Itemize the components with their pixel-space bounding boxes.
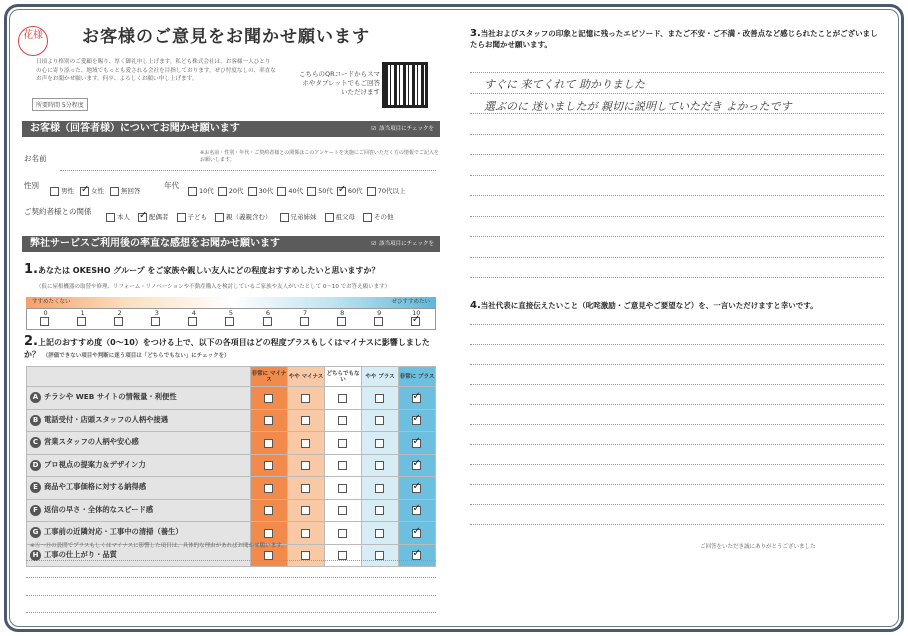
checkbox[interactable] bbox=[215, 213, 224, 222]
checkbox[interactable] bbox=[264, 484, 273, 493]
rating-cell[interactable] bbox=[288, 387, 325, 410]
checkbox[interactable] bbox=[300, 317, 309, 326]
row-label bbox=[27, 387, 251, 410]
q3-answer-line1[interactable]: すぐに 来てくれて 助かりました bbox=[484, 78, 645, 91]
rating-cell[interactable] bbox=[325, 409, 362, 432]
answer-line bbox=[470, 324, 884, 325]
answer-line bbox=[470, 344, 884, 345]
scale-point[interactable] bbox=[258, 309, 278, 329]
checkbox[interactable] bbox=[412, 551, 421, 560]
age-option[interactable] bbox=[367, 187, 406, 195]
checkbox[interactable] bbox=[301, 484, 310, 493]
checkbox[interactable] bbox=[412, 394, 421, 403]
column-header: やや プラス bbox=[362, 367, 399, 387]
answer-line bbox=[470, 134, 884, 135]
age-option-label: 20代 bbox=[228, 187, 244, 195]
rating-cell[interactable] bbox=[362, 499, 399, 522]
rating-cell[interactable] bbox=[399, 522, 436, 545]
rating-cell[interactable] bbox=[288, 432, 325, 455]
table-row bbox=[27, 477, 436, 500]
q2-number: 2. bbox=[24, 334, 38, 349]
checkbox[interactable] bbox=[151, 317, 160, 326]
name-line bbox=[60, 170, 436, 171]
checkbox[interactable] bbox=[301, 529, 310, 538]
rating-cell[interactable] bbox=[251, 409, 288, 432]
relation-option-label: 親（義親含む） bbox=[226, 213, 272, 221]
relation-option-label: 兄弟姉妹 bbox=[290, 213, 317, 221]
answer-line bbox=[470, 364, 884, 365]
checkbox[interactable] bbox=[301, 551, 310, 560]
footnote: ※Ⓐ〜Ⓗの設問でプラスもしくはマイナスに影響した項目は、具体的な理由があればお聞かせ願います。 bbox=[30, 543, 287, 549]
reason-line bbox=[26, 560, 436, 561]
q1-number: 1. bbox=[24, 262, 38, 277]
column-header: 非常に プラス bbox=[399, 367, 436, 387]
checkbox[interactable] bbox=[106, 213, 115, 222]
age-option[interactable] bbox=[188, 187, 214, 195]
checkbox[interactable] bbox=[264, 439, 273, 448]
checkbox[interactable] bbox=[338, 416, 347, 425]
checkbox[interactable] bbox=[367, 187, 376, 196]
gender-option-label: 男性 bbox=[61, 187, 74, 195]
checkbox[interactable] bbox=[248, 187, 257, 196]
answer-line bbox=[470, 257, 884, 258]
row-key-icon: E bbox=[30, 482, 41, 493]
checkbox[interactable] bbox=[375, 484, 384, 493]
row-label-text: 営業スタッフの人柄や安心感 bbox=[44, 437, 139, 447]
row-label bbox=[27, 477, 251, 500]
checkbox[interactable] bbox=[177, 213, 186, 222]
gender-options bbox=[50, 178, 147, 197]
checkbox[interactable] bbox=[338, 506, 347, 515]
row-key-icon: H bbox=[30, 550, 41, 561]
checkbox[interactable] bbox=[375, 551, 384, 560]
row-label-text: 電話受付・店頭スタッフの人柄や接遇 bbox=[44, 414, 169, 424]
scale-high-label: ぜひすすめたい bbox=[391, 299, 430, 305]
scale-number: 5 bbox=[228, 309, 233, 317]
age-option[interactable] bbox=[277, 187, 303, 195]
q4-number: 4. bbox=[470, 300, 481, 311]
checkbox[interactable] bbox=[338, 529, 347, 538]
checkbox[interactable] bbox=[338, 461, 347, 470]
checkbox[interactable] bbox=[338, 484, 347, 493]
row-label-text: 商品や工事価格に対する納得感 bbox=[44, 482, 147, 492]
checkbox[interactable] bbox=[280, 213, 289, 222]
answer-line bbox=[470, 154, 884, 155]
table-row bbox=[27, 522, 436, 545]
answer-line bbox=[470, 216, 884, 217]
section2-check-note: ☑ 該当項目にチェックを bbox=[371, 236, 434, 252]
answer-line bbox=[470, 424, 884, 425]
row-key-icon: D bbox=[30, 460, 41, 471]
row-label bbox=[27, 499, 251, 522]
checkbox[interactable] bbox=[301, 506, 310, 515]
scale-number: 6 bbox=[265, 309, 271, 317]
age-option[interactable] bbox=[307, 187, 333, 195]
q4-label: 当社代表に直接伝えたいこと（叱咤激励・ご意見やご要望など）を、一言いただけますと幸いです。 bbox=[480, 301, 818, 310]
recommend-scale bbox=[26, 308, 436, 330]
section2-header bbox=[22, 236, 440, 252]
relation-option[interactable] bbox=[280, 213, 317, 221]
checkbox[interactable] bbox=[375, 506, 384, 515]
answer-line bbox=[470, 504, 884, 505]
q3-label: 当社およびスタッフの印象と記憶に残ったエピソード、またご不安・ご不満・改善点など感じられたことがございましたらお聞かせ願います。 bbox=[470, 29, 878, 49]
scale-point[interactable] bbox=[36, 309, 56, 329]
relation-option-label: その他 bbox=[374, 213, 394, 221]
row-label bbox=[27, 522, 251, 545]
checkbox[interactable] bbox=[264, 394, 273, 403]
rating-cell[interactable] bbox=[399, 409, 436, 432]
relation-option[interactable] bbox=[363, 213, 394, 221]
answer-line bbox=[470, 524, 884, 525]
scale-point[interactable] bbox=[295, 309, 315, 329]
rating-cell[interactable] bbox=[325, 499, 362, 522]
gender-option-label: 無回答 bbox=[121, 187, 141, 195]
rating-cell[interactable] bbox=[399, 454, 436, 477]
relation-option-label: 祖父母 bbox=[335, 213, 355, 221]
answer-line bbox=[470, 113, 884, 114]
relation-option[interactable] bbox=[138, 213, 169, 221]
checkbox[interactable] bbox=[188, 317, 197, 326]
scale-number: 4 bbox=[191, 309, 196, 317]
age-options bbox=[188, 178, 409, 197]
time-badge: 所要時間 5分程度 bbox=[32, 98, 88, 111]
table-row bbox=[27, 454, 436, 477]
q1-label: あなたは OKESHO グループ をご家族や親しい友人にどの程度おすすめしたいと思いますか？ bbox=[37, 266, 380, 275]
rating-cell[interactable] bbox=[251, 454, 288, 477]
checkbox[interactable] bbox=[50, 187, 59, 196]
rating-cell[interactable] bbox=[288, 454, 325, 477]
row-key-icon: A bbox=[30, 392, 41, 403]
answer-line bbox=[470, 93, 884, 94]
rating-cell[interactable] bbox=[362, 522, 399, 545]
name-label: お名前 bbox=[24, 154, 47, 163]
checkbox[interactable] bbox=[337, 317, 346, 326]
checkbox[interactable] bbox=[412, 439, 421, 448]
age-option-label: 60代 bbox=[347, 187, 363, 195]
answer-line bbox=[470, 175, 884, 176]
age-option-label: 40代 bbox=[288, 187, 304, 195]
intro-text: 日頃より格別のご愛顧を賜り、厚く御礼申し上げます。私ども株式会社は、お客様一人ひとりの心に寄り添った、地域でもっとも愛される会社を目指しております。ぜひ忖度なしの、率直なお声をお聞かせ願います。何卒、よろしくお願い申し上げます。 bbox=[36, 59, 276, 82]
answer-line bbox=[470, 72, 884, 73]
age-option-label: 70代以上 bbox=[377, 187, 406, 195]
checkbox[interactable] bbox=[110, 187, 119, 196]
age-option-label: 10代 bbox=[199, 187, 214, 195]
rating-cell[interactable] bbox=[325, 454, 362, 477]
gender-label: 性別 bbox=[24, 181, 39, 190]
answer-line bbox=[470, 277, 884, 278]
row-label-text: チラシや WEB サイトの情報量・利便性 bbox=[44, 392, 177, 402]
relation-option[interactable] bbox=[106, 213, 130, 221]
rating-cell[interactable] bbox=[399, 432, 436, 455]
column-header: どちらでもない bbox=[325, 367, 362, 387]
column-header: 非常に マイナス bbox=[251, 367, 288, 387]
scale-point[interactable] bbox=[332, 309, 352, 329]
checkbox[interactable] bbox=[375, 439, 384, 448]
scale-point[interactable] bbox=[110, 309, 130, 329]
relation-options bbox=[106, 204, 402, 223]
checkbox[interactable] bbox=[411, 317, 420, 326]
rating-table bbox=[26, 366, 436, 567]
checkbox[interactable] bbox=[301, 439, 310, 448]
checkbox[interactable] bbox=[375, 529, 384, 538]
table-corner bbox=[27, 367, 251, 387]
checkbox[interactable] bbox=[412, 461, 421, 470]
rating-cell[interactable] bbox=[325, 477, 362, 500]
rating-cell[interactable] bbox=[251, 522, 288, 545]
checkbox[interactable] bbox=[412, 506, 421, 515]
reason-line bbox=[26, 577, 436, 578]
rating-cell[interactable] bbox=[288, 499, 325, 522]
name-note: ※お名前・性別・年代・ご契約者様との関係はこのアンケートを実施にご回答いただく方の情報でご記入をお願いします。 bbox=[200, 150, 439, 163]
rating-cell[interactable] bbox=[325, 387, 362, 410]
checkbox[interactable] bbox=[307, 187, 316, 196]
answer-line bbox=[470, 444, 884, 445]
age-option-label: 30代 bbox=[258, 187, 274, 195]
row-label-text: 工事前の近隣対応・工事中の清掃（養生） bbox=[44, 527, 183, 537]
row-label bbox=[27, 432, 251, 455]
answer-line bbox=[470, 404, 884, 405]
scale-point[interactable] bbox=[221, 309, 241, 329]
reason-line bbox=[26, 612, 436, 613]
checkbox[interactable] bbox=[188, 187, 197, 196]
rating-cell[interactable] bbox=[325, 522, 362, 545]
rating-cell[interactable] bbox=[251, 387, 288, 410]
checkbox[interactable] bbox=[40, 317, 49, 326]
checkbox[interactable] bbox=[363, 213, 372, 222]
scale-point[interactable] bbox=[406, 309, 426, 329]
table-row bbox=[27, 409, 436, 432]
checkbox[interactable] bbox=[114, 317, 123, 326]
checkbox[interactable] bbox=[338, 394, 347, 403]
rating-cell[interactable] bbox=[288, 409, 325, 432]
checkbox[interactable] bbox=[77, 317, 86, 326]
age-option[interactable] bbox=[218, 187, 244, 195]
gender-option-label: 女性 bbox=[91, 187, 104, 195]
rating-cell[interactable] bbox=[399, 477, 436, 500]
row-key-icon: B bbox=[30, 415, 41, 426]
section1-header bbox=[22, 121, 440, 137]
relation-option-label: 本人 bbox=[117, 213, 130, 221]
row-key-icon: C bbox=[30, 437, 41, 448]
stamp: 花様 bbox=[18, 26, 48, 56]
footer-thanks: ご回答をいただき誠にありがとうございました bbox=[700, 544, 816, 550]
answer-line bbox=[470, 464, 884, 465]
rating-cell[interactable] bbox=[399, 387, 436, 410]
scale-point[interactable] bbox=[73, 309, 93, 329]
checkbox[interactable] bbox=[218, 187, 227, 196]
checkbox[interactable] bbox=[375, 416, 384, 425]
checkbox[interactable] bbox=[264, 551, 273, 560]
rating-cell[interactable] bbox=[362, 454, 399, 477]
row-key-icon: F bbox=[30, 505, 41, 516]
table-row bbox=[27, 499, 436, 522]
scale-low-label: すすめたくない bbox=[32, 299, 71, 305]
rating-cell[interactable] bbox=[251, 477, 288, 500]
checkbox[interactable] bbox=[412, 416, 421, 425]
gender-option[interactable] bbox=[80, 187, 104, 195]
relation-option-label: 配偶者 bbox=[149, 213, 169, 221]
checkbox[interactable] bbox=[263, 317, 272, 326]
q3-answer-line2[interactable]: 選ぶのに 迷いましたが 親切に説明していただき よかったです bbox=[484, 100, 792, 113]
checkbox[interactable] bbox=[264, 461, 273, 470]
checkbox[interactable] bbox=[264, 529, 273, 538]
checkbox[interactable] bbox=[264, 416, 273, 425]
age-label: 年代 bbox=[164, 181, 179, 190]
row-label bbox=[27, 454, 251, 477]
answer-line bbox=[470, 484, 884, 485]
answer-line bbox=[470, 195, 884, 196]
row-key-icon: G bbox=[30, 527, 41, 538]
scale-number: 3 bbox=[154, 309, 159, 317]
section1-title: お客様（回答者様）についてお聞かせ願います bbox=[30, 123, 240, 134]
column-header: やや マイナス bbox=[288, 367, 325, 387]
checkbox[interactable] bbox=[374, 317, 383, 326]
q2-text bbox=[24, 336, 444, 362]
q2-label: 上記のおすすめ度（0〜10）をつける上で、以下の各項目はどの程度プラスもしくはマイナスに影響しましたか？ bbox=[24, 338, 430, 359]
gender-option[interactable] bbox=[110, 187, 141, 195]
scale-number: 1 bbox=[80, 309, 85, 317]
checkbox[interactable] bbox=[412, 484, 421, 493]
q2-subtext: （評価できない項目や判断に迷う項目は「どちらでもない」にチェックを） bbox=[42, 353, 230, 359]
relation-option[interactable] bbox=[325, 213, 356, 221]
reason-line bbox=[26, 595, 436, 596]
checkbox[interactable] bbox=[301, 416, 310, 425]
checkbox[interactable] bbox=[412, 529, 421, 538]
rating-cell[interactable] bbox=[399, 499, 436, 522]
checkbox[interactable] bbox=[264, 506, 273, 515]
table-row bbox=[27, 432, 436, 455]
row-label-text: 工事の仕上がり・品質 bbox=[44, 549, 117, 559]
table-row bbox=[27, 387, 436, 410]
age-option[interactable] bbox=[248, 187, 274, 195]
answer-line bbox=[470, 236, 884, 237]
answer-line bbox=[470, 384, 884, 385]
scale-number: 10 bbox=[412, 309, 421, 317]
rating-cell[interactable] bbox=[288, 477, 325, 500]
q3-text bbox=[470, 28, 884, 50]
checkbox[interactable] bbox=[338, 439, 347, 448]
row-label-text: プロ視点の提案力＆デザイン力 bbox=[44, 459, 146, 469]
rating-cell[interactable] bbox=[362, 387, 399, 410]
q1-subtext: （仮に屋根機器の取替や修理、リフォーム・リノベーションや不動産購入を検討しているご家族や友人がいたとして 0〜10 でお答え願います） bbox=[36, 284, 391, 290]
relation-option[interactable] bbox=[215, 213, 272, 221]
qr-code[interactable] bbox=[382, 62, 428, 108]
q1-text bbox=[24, 262, 444, 277]
rating-cell[interactable] bbox=[251, 432, 288, 455]
row-label-text: 返信の早さ・全体的なスピード感 bbox=[44, 504, 154, 514]
page-title: お客様のご意見をお聞かせ願います bbox=[82, 27, 370, 47]
checkbox[interactable] bbox=[80, 187, 89, 196]
checkbox[interactable] bbox=[375, 394, 384, 403]
age-option[interactable] bbox=[337, 187, 363, 195]
q4-text bbox=[470, 300, 884, 311]
checkbox[interactable] bbox=[225, 317, 234, 326]
row-label bbox=[27, 409, 251, 432]
rating-cell[interactable] bbox=[362, 432, 399, 455]
relation-label: ご契約者様との関係 bbox=[24, 207, 92, 216]
gender-option[interactable] bbox=[50, 187, 74, 195]
rating-cell[interactable] bbox=[362, 409, 399, 432]
section1-check-note: ☑ 該当項目にチェックを bbox=[371, 121, 434, 137]
checkbox[interactable] bbox=[375, 461, 384, 470]
relation-option-label: 子ども bbox=[187, 213, 207, 221]
checkbox[interactable] bbox=[338, 551, 347, 560]
scale-point[interactable] bbox=[369, 309, 389, 329]
rating-cell[interactable] bbox=[251, 499, 288, 522]
scale-number: 8 bbox=[340, 309, 345, 317]
checkbox[interactable] bbox=[325, 213, 334, 222]
checkbox[interactable] bbox=[138, 213, 147, 222]
checkbox[interactable] bbox=[301, 394, 310, 403]
rating-cell[interactable] bbox=[362, 477, 399, 500]
scale-number: 9 bbox=[377, 309, 382, 317]
scale-number: 2 bbox=[117, 309, 122, 317]
qr-text: こちらのQRコードからスマホやタブレットでもご回答いただけます bbox=[298, 70, 380, 96]
age-option-label: 50代 bbox=[318, 187, 333, 195]
scale-number: 7 bbox=[303, 309, 308, 317]
q3-number: 3. bbox=[470, 28, 481, 39]
checkbox[interactable] bbox=[337, 187, 346, 196]
scale-point[interactable] bbox=[184, 309, 204, 329]
scale-number: 0 bbox=[43, 309, 48, 317]
section2-title: 弊社サービスご利用後の率直な感想をお聞かせ願います bbox=[30, 238, 280, 249]
rating-cell[interactable] bbox=[288, 522, 325, 545]
relation-option[interactable] bbox=[177, 213, 208, 221]
rating-cell[interactable] bbox=[325, 432, 362, 455]
scale-gradient bbox=[26, 297, 436, 308]
scale-point[interactable] bbox=[147, 309, 167, 329]
checkbox[interactable] bbox=[277, 187, 286, 196]
checkbox[interactable] bbox=[301, 461, 310, 470]
